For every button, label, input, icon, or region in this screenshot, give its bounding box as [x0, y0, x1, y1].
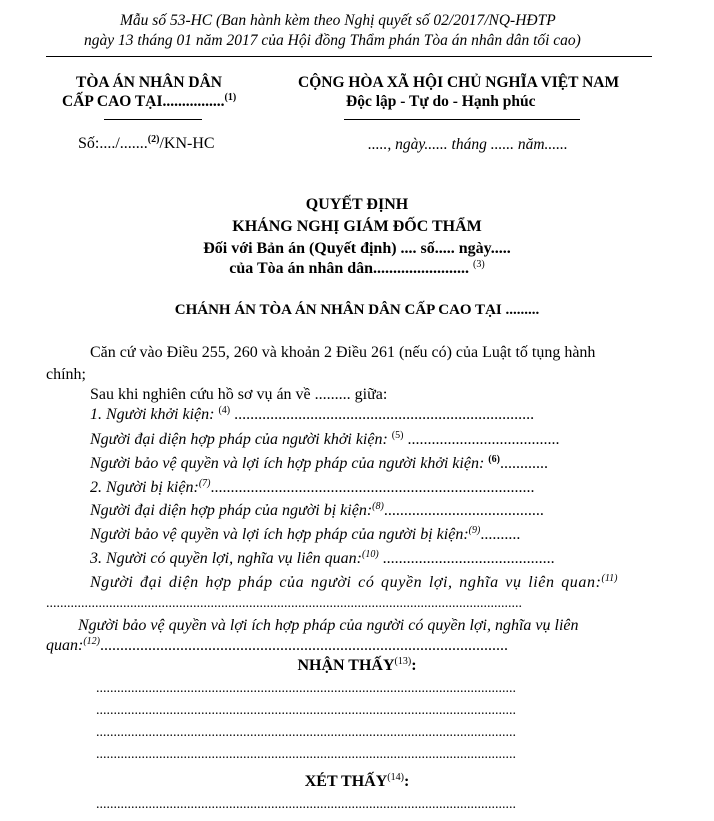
footnote-ref: (6): [488, 454, 500, 465]
case-review-intro: Sau khi nghiên cứu hồ sơ vụ án về ......... giữa:: [90, 386, 388, 403]
related-party-representative-field: Người đại diện hợp pháp của người có quyền lợi, nghĩa vụ liên quan:$^{(11)}$: [90, 573, 618, 591]
footnote-ref: (8): [372, 501, 384, 512]
plaintiff-representative-field: Người đại diện hợp pháp của người khởi kiện: $^{(5)}$ ......................................: [90, 430, 560, 448]
defendant-field: 2. Người bị kiện:$^{(7)}$.................................................................................: [90, 478, 535, 496]
form-header-note: Mẫu số 53-HC (Ban hành kèm theo Nghị quyết số 02/2017/NQ-HĐTP: [120, 12, 556, 29]
footnote-ref: (1): [224, 92, 237, 103]
legal-basis-continued: chính;: [46, 366, 86, 383]
header-divider: [46, 56, 652, 57]
defendant-protector-field: Người bảo vệ quyền và lợi ích hợp pháp của người bị kiện:$^{(9)}$..........: [90, 525, 521, 543]
issue-date: ....., ngày...... tháng ...... năm......: [368, 136, 568, 153]
footnote-ref: (9): [468, 525, 481, 536]
related-party-protector-field: Người bảo vệ quyền và lợi ích hợp pháp của người có quyền lợi, nghĩa vụ liên: [78, 617, 579, 634]
footnote-ref: (11): [601, 573, 618, 584]
national-motto: Độc lập - Tự do - Hạnh phúc: [346, 93, 536, 110]
judgment-court: của Tòa án nhân dân........................ $^{(3)}$: [229, 259, 485, 277]
form-header-note-line2: ngày 13 tháng 01 năm 2017 của Hội đồng Thẩm phán Tòa án nhân dân tối cao): [84, 32, 581, 49]
document-number: Số:..../.......$^{(2)}$/KN-HC: [78, 134, 215, 152]
findings-line: ........................................................................................................................: [96, 747, 516, 762]
footnote-ref: (7): [198, 478, 211, 489]
considerations-heading: XÉT THẤY$^{(14)}$:: [304, 772, 410, 790]
court-name: TÒA ÁN NHÂN DÂN: [76, 74, 222, 91]
footnote-ref: (13): [394, 656, 412, 667]
national-title: CỘNG HÒA XÃ HỘI CHỦ NGHĨA VIỆT NAM: [298, 74, 620, 91]
document-subtitle: KHÁNG NGHỊ GIÁM ĐỐC THẨM: [232, 218, 482, 235]
court-underline: [104, 119, 202, 120]
findings-line: ........................................................................................................................: [96, 681, 516, 696]
document-title: QUYẾT ĐỊNH: [305, 196, 409, 213]
plaintiff-protector-field: Người bảo vệ quyền và lợi ích hợp pháp của người khởi kiện: $^{(6)}$............: [90, 454, 548, 472]
footnote-ref: (14): [387, 772, 404, 783]
legal-basis: Căn cứ vào Điều 255, 260 và khoản 2 Điều 261 (nếu có) của Luật tố tụng hành: [90, 344, 596, 361]
footnote-ref: (4): [218, 405, 231, 416]
related-party-field: 3. Người có quyền lợi, nghĩa vụ liên quan:$^{(10)}$ ...........................................: [90, 549, 555, 567]
defendant-representative-field: Người đại diện hợp pháp của người bị kiện:$^{(8)}$........................................: [90, 501, 544, 519]
court-location: CẤP CAO TẠI................$^{(1)}$: [62, 92, 237, 110]
findings-heading: NHẬN THẤY$^{(13)}$:: [297, 656, 417, 674]
footnote-ref: (12): [83, 636, 100, 647]
footnote-ref: (3): [473, 259, 485, 270]
footnote-ref: (10): [361, 549, 379, 560]
findings-line: ........................................................................................................................: [96, 725, 516, 740]
footnote-ref: (2): [147, 134, 160, 145]
related-party-representative-dots: ........................................................................................................................................: [46, 596, 522, 611]
issuing-authority: CHÁNH ÁN TÒA ÁN NHÂN DÂN CẤP CAO TẠI .........: [174, 302, 540, 318]
judgment-reference: Đối với Bản án (Quyết định) .... số..... ngày.....: [203, 240, 511, 257]
considerations-line: ........................................................................................................................: [96, 797, 516, 812]
motto-underline: [344, 119, 580, 120]
findings-line: ........................................................................................................................: [96, 703, 516, 718]
footnote-ref: (5): [391, 430, 404, 441]
related-party-protector-continued: quan:$^{(12)}$......................................................................................................: [46, 636, 508, 654]
plaintiff-field: 1. Người khởi kiện: $^{(4)}$ ...........................................................................: [90, 405, 535, 423]
